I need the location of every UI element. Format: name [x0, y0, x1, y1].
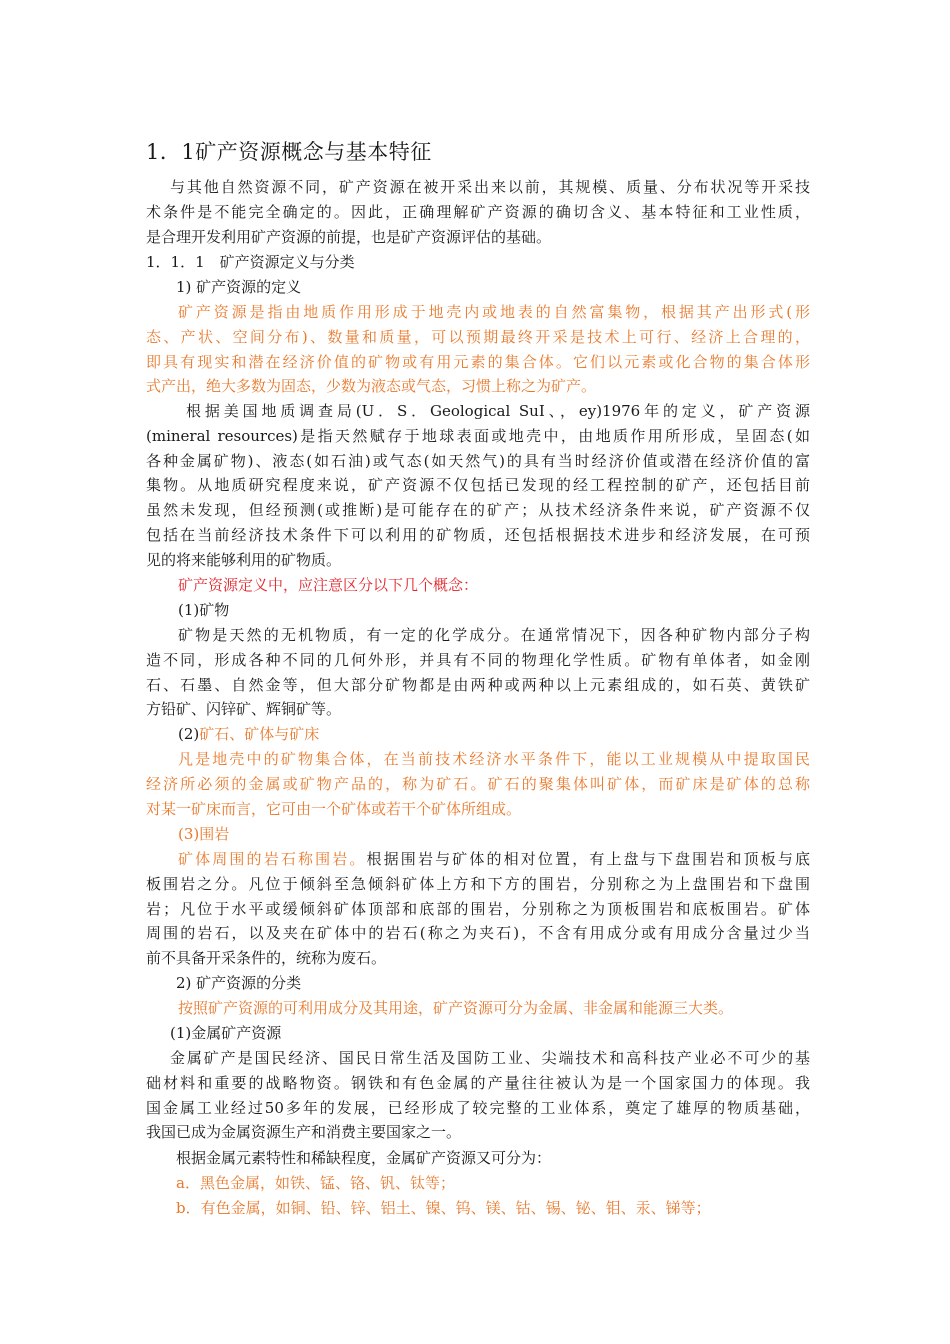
text-line: 经济所必须的金属或矿物产品的，称为矿石。矿石的聚集体叫矿体，而矿床是矿体的总称: [146, 774, 810, 793]
mineral-paragraph: [146, 623, 810, 722]
heading-definition: 1) 矿产资源的定义: [176, 278, 302, 296]
page-title: 1．1矿产资源概念与基本特征: [146, 140, 432, 164]
text-line: 板围岩之分。凡位于倾斜至急倾斜矿体上方和下方的围岩，分别称之为上盘围岩和下盘围: [146, 874, 810, 893]
text-line: 与其他自然资源不同，矿产资源在被开采出来以前，其规模、质量、分布状况等开采技: [170, 178, 810, 196]
text-line: 前不具备开采条件的，统称为废石。: [146, 949, 387, 968]
heading-metal: (1)金属矿产资源: [170, 1024, 282, 1042]
item-ferrous-metals: a．黑色金属，如铁、锰、铬、钒、钛等；: [176, 1174, 455, 1192]
text-line: 集物。从地质研究程度来说，矿产资源不仅包括已发现的经工程控制的矿产，还包括目前: [146, 476, 810, 495]
text-line: 根据美国地质调查局(U．S．Geological SuI、，ey)1976年的定义，矿产资源: [186, 402, 810, 420]
text-line: 凡是地壳中的矿物集合体，在当前技术经济水平条件下，能以工业规模从中提取国民: [178, 750, 810, 768]
text-line: 础材料和重要的战略物资。钢铁和有色金属的产量往往被认为是一个国家国力的体现。我: [146, 1073, 810, 1092]
item-nonferrous-metals: b．有色金属，如铜、铅、锌、铝土、镍、钨、镁、钴、锡、铋、钼、汞、锑等；: [176, 1199, 711, 1217]
text-line: 造不同，形成各种不同的几何外形，并具有不同的物理化学性质。矿物有单体者，如金刚: [146, 650, 810, 669]
metal-subdivision: 根据金属元素特性和稀缺程度，金属矿产资源又可分为：: [176, 1149, 552, 1167]
text-line: 矿物是天然的无机物质，有一定的化学成分。在通常情况下，因各种矿物内部分子构: [178, 626, 810, 644]
text-line: [146, 847, 810, 872]
text-line: 岩；凡位于水平或缓倾斜矿体顶部和底部的围岩，分别称之为顶板围岩和底板围岩。矿体: [146, 899, 810, 918]
text-line: 虽然未发现，但经预测(或推断)是可能存在的矿产；从技术经济条件来说，矿产资源不仅: [146, 501, 810, 520]
text-line: 见的将来能够利用的矿物质。: [146, 550, 342, 569]
heading-ore: [178, 722, 319, 747]
text-line: 国金属工业经过50多年的发展，已经形成了较完整的工业体系，奠定了雄厚的物质基础，: [146, 1098, 810, 1117]
text-line: 即具有现实和潜在经济价值的矿物或有用元素的集合体。它们以元素或化合物的集合体形: [146, 352, 810, 371]
heading-ore-label: 矿石、矿体与矿床: [199, 725, 320, 743]
text-line: 是合理开发利用矿产资源的前提，也是矿产资源评估的基础。: [146, 227, 552, 246]
metal-paragraph: [146, 1046, 810, 1145]
text-line: 各种金属矿物)、液态(如石油)或气态(如天然气)的具有当时经济价值或潜在经济价值的富: [146, 451, 810, 470]
text-line: 周围的岩石，以及夹在矿体中的岩石(称之为夹石)，不含有用成分或有用成分含量过少当: [146, 924, 810, 943]
definition-paragraph: [146, 300, 810, 399]
ore-paragraph: [146, 747, 810, 821]
text-line: 石、石墨、自然金等，但大部分矿物都是由两种或两种以上元素组成的，如石英、黄铁矿: [146, 675, 810, 694]
text-line: 金属矿产是国民经济、国民日常生活及国防工业、尖端技术和高科技产业必不可少的基: [170, 1049, 810, 1067]
text-line: 式产出，绝大多数为固态，少数为液态或气态，习惯上称之为矿产。: [146, 377, 597, 396]
wall-rock-paragraph: [146, 847, 810, 971]
note-concepts: 矿产资源定义中，应注意区分以下几个概念：: [178, 576, 479, 594]
text-line: 对某一矿床而言，它可由一个矿体或若干个矿体所组成。: [146, 799, 522, 818]
intro-paragraph: [146, 175, 810, 249]
usgs-paragraph: [146, 399, 810, 573]
text-line: 我国已成为金属资源生产和消费主要国家之一。: [146, 1123, 462, 1142]
heading-ore-number: (2): [178, 725, 200, 743]
text-line: 态、产状、空间分布)、数量和质量，可以预期最终开采是技术上可行、经济上合理的，: [146, 327, 810, 346]
wall-rock-definition: 矿体周围的岩石称围岩。: [178, 850, 367, 868]
wall-rock-text: 根据围岩与矿体的相对位置，有上盘与下盘围岩和顶板与底: [366, 850, 810, 868]
text-line: 包括在当前经济技术条件下可以利用的矿物质，还包括根据技术进步和经济发展，在可预: [146, 525, 810, 544]
text-line: 术条件是不能完全确定的。因此，正确理解矿产资源的确切含义、基本特征和工业性质，: [146, 202, 810, 221]
heading-mineral: (1)矿物: [178, 601, 230, 619]
heading-wall-rock: (3)围岩: [178, 825, 230, 843]
classification-intro: 按照矿产资源的可利用成分及其用途，矿产资源可分为金属、非金属和能源三大类。: [178, 999, 734, 1017]
text-line: (mineral resources)是指天然赋存于地球表面或地壳中，由地质作用所形成，呈固态(如: [146, 426, 810, 445]
section-heading-1-1-1: 1．1．1 矿产资源定义与分类: [146, 253, 355, 271]
heading-classification: 2) 矿产资源的分类: [176, 974, 302, 992]
text-line: 方铅矿、闪锌矿、辉铜矿等。: [146, 700, 342, 719]
text-line: 矿产资源是指由地质作用形成于地壳内或地表的自然富集物，根据其产出形式(形: [178, 303, 810, 321]
